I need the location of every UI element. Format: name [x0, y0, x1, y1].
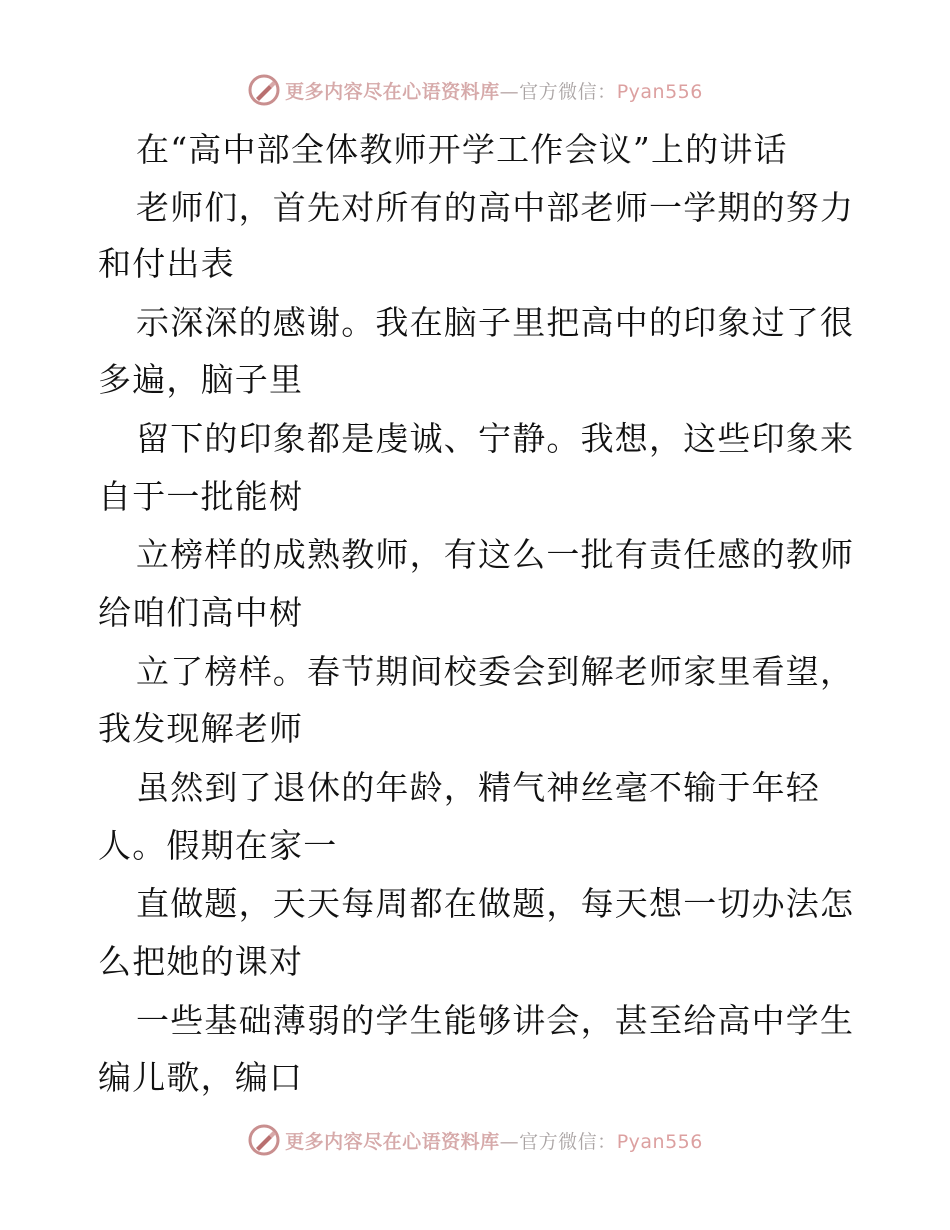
watermark-wechat-id: Pyan556	[616, 1130, 703, 1153]
pen-logo-icon	[247, 1123, 281, 1157]
text-line: 编儿歌，编口	[98, 1058, 304, 1097]
header-watermark	[0, 70, 950, 110]
text-line: 给咱们高中树	[98, 593, 304, 632]
document-title: 在“高中部全体教师开学工作会议”上的讲话	[136, 130, 788, 169]
text-line: 一些基础薄弱的学生能够讲会，甚至给高中学生	[136, 1001, 855, 1040]
text-line: 直做题，天天每周都在做题，每天想一切办法怎	[136, 884, 855, 923]
watermark-dash: —	[499, 1130, 520, 1153]
text-line: 立了榜样。春节期间校委会到解老师家里看望，	[136, 652, 855, 691]
text-line: 自于一批能树	[98, 477, 304, 516]
text-line: 示深深的感谢。我在脑子里把高中的印象过了很	[136, 303, 855, 342]
text-line: 和付出表	[98, 244, 235, 283]
watermark-wechat-id: Pyan556	[616, 80, 703, 103]
watermark-site-name: 更多内容尽在心语资料库	[285, 1130, 500, 1153]
watermark-wechat-label: 官方微信：	[519, 1130, 617, 1153]
watermark-site-name: 更多内容尽在心语资料库	[285, 80, 500, 103]
text-line: 人。假期在家一	[98, 826, 338, 865]
pen-logo-icon	[247, 73, 281, 107]
text-line: 么把她的课对	[98, 942, 304, 981]
text-line: 立榜样的成熟教师，有这么一批有责任感的教师	[136, 535, 855, 574]
text-line: 老师们，首先对所有的高中部老师一学期的努力	[136, 188, 855, 227]
footer-watermark	[0, 1120, 950, 1160]
text-line: 留下的印象都是虔诚、宁静。我想，这些印象来	[136, 419, 855, 458]
watermark-dash: —	[499, 80, 520, 103]
text-line: 多遍，脑子里	[98, 360, 304, 399]
text-line: 虽然到了退休的年龄，精气神丝毫不输于年轻	[136, 768, 820, 807]
text-line: 我发现解老师	[98, 709, 304, 748]
watermark-wechat-label: 官方微信：	[519, 80, 617, 103]
